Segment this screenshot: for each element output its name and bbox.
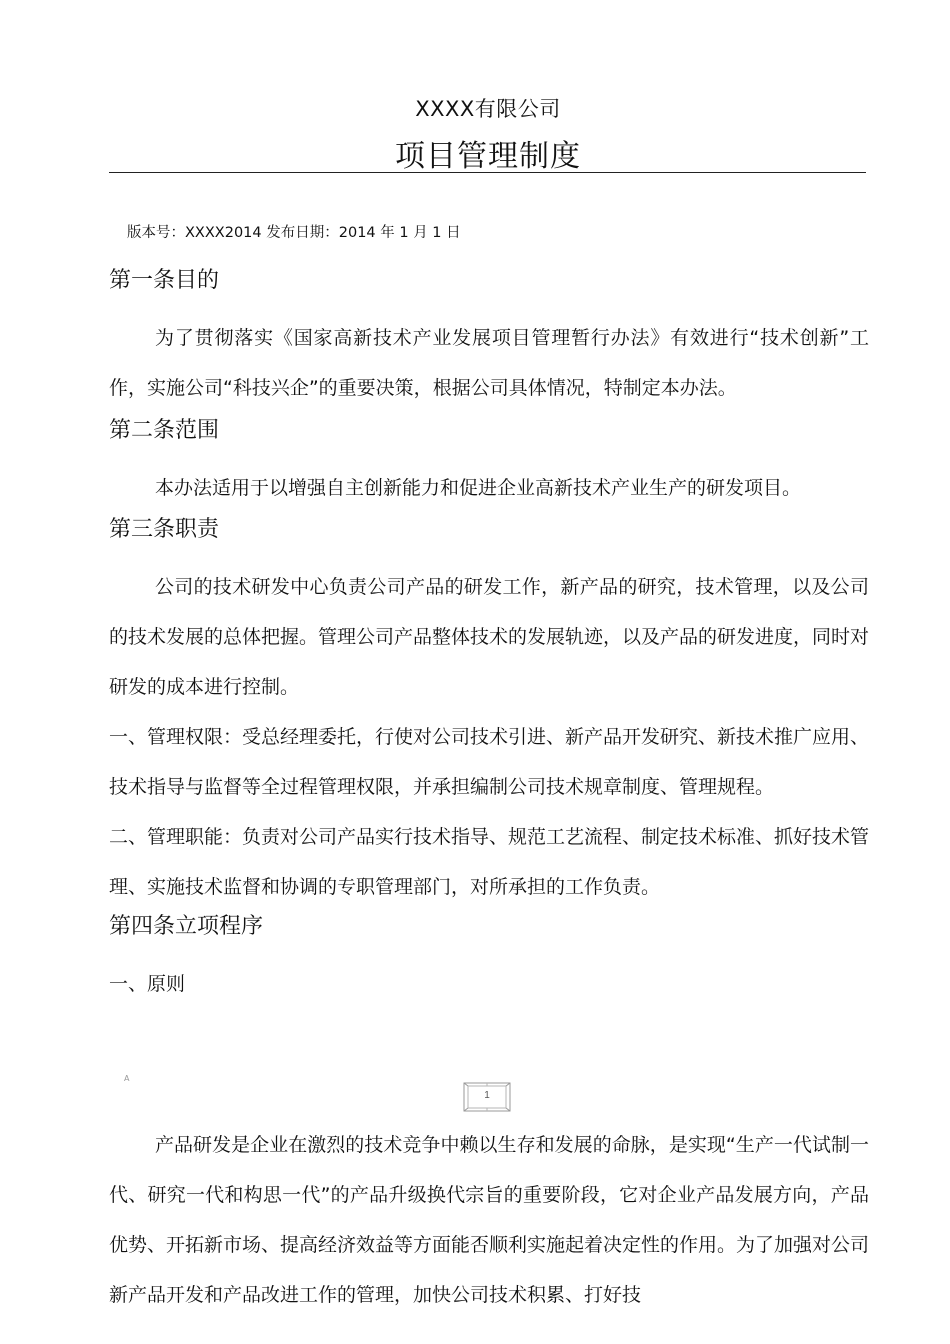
section-3-paragraph-1: 公司的技术研发中心负责公司产品的研发工作，新产品的研究，技术管理，以及公司的技术发展的总体把握。管理公司产品整体技术的发展轨迹，以及产品的研发进度，同时对研发的成本进行控制。 (109, 576, 870, 698)
section-1-heading: 第一条目的 (109, 268, 220, 293)
section-4 (109, 912, 869, 1009)
section-2-paragraph: 本办法适用于以增强自主创新能力和促进企业高新技术产业生产的研发项目。 (155, 477, 802, 499)
section-3-paragraph-3: 二、管理职能：负责对公司产品实行技术指导、规范工艺流程、制定技术标准、抓好技术管理、实施技术监督和协调的专职管理部门，对所承担的工作负责。 (109, 826, 870, 898)
section-4-heading: 第四条立项程序 (109, 914, 264, 939)
section-1 (109, 266, 869, 413)
title-divider (109, 172, 866, 173)
company-name: XXXX有限公司 (415, 97, 561, 121)
document-title: 项目管理制度 (395, 139, 581, 174)
version-line: 版本号：XXXX2014 发布日期：2014 年 1 月 1 日 (127, 225, 461, 241)
section-4-subheading: 一、原则 (109, 973, 186, 995)
section-3 (109, 515, 869, 912)
section-2 (109, 416, 869, 513)
section-1-paragraph: 为了贯彻落实《国家高新技术产业发展项目管理暂行办法》有效进行“技术创新”工作，实施公司“科技兴企”的重要决策，根据公司具体情况，特制定本办法。 (109, 327, 869, 399)
section-2-heading: 第二条范围 (109, 418, 220, 443)
page-number-badge (463, 1081, 511, 1113)
section-4-continued (109, 1120, 869, 1320)
footer-mark: A (124, 1074, 130, 1083)
page-number: 1 (484, 1090, 490, 1101)
section-3-paragraph-2: 一、管理权限：受总经理委托，行使对公司技术引进、新产品开发研究、新技术推广应用、技术指导与监督等全过程管理权限，并承担编制公司技术规章制度、管理规程。 (109, 726, 870, 798)
section-3-heading: 第三条职责 (109, 517, 220, 542)
section-4-paragraph: 产品研发是企业在激烈的技术竞争中赖以生存和发展的命脉，是实现“生产一代试制一代、研究一代和构思一代”的产品升级换代宗旨的重要阶段，它对企业产品发展方向，产品优势、开拓新市场、提高经济效益等方面能否顺利实施起着决定性的作用。为了加强对公司新产品开发和产品改进工作的管理，加快公司技术积累、打好技 (109, 1134, 870, 1306)
